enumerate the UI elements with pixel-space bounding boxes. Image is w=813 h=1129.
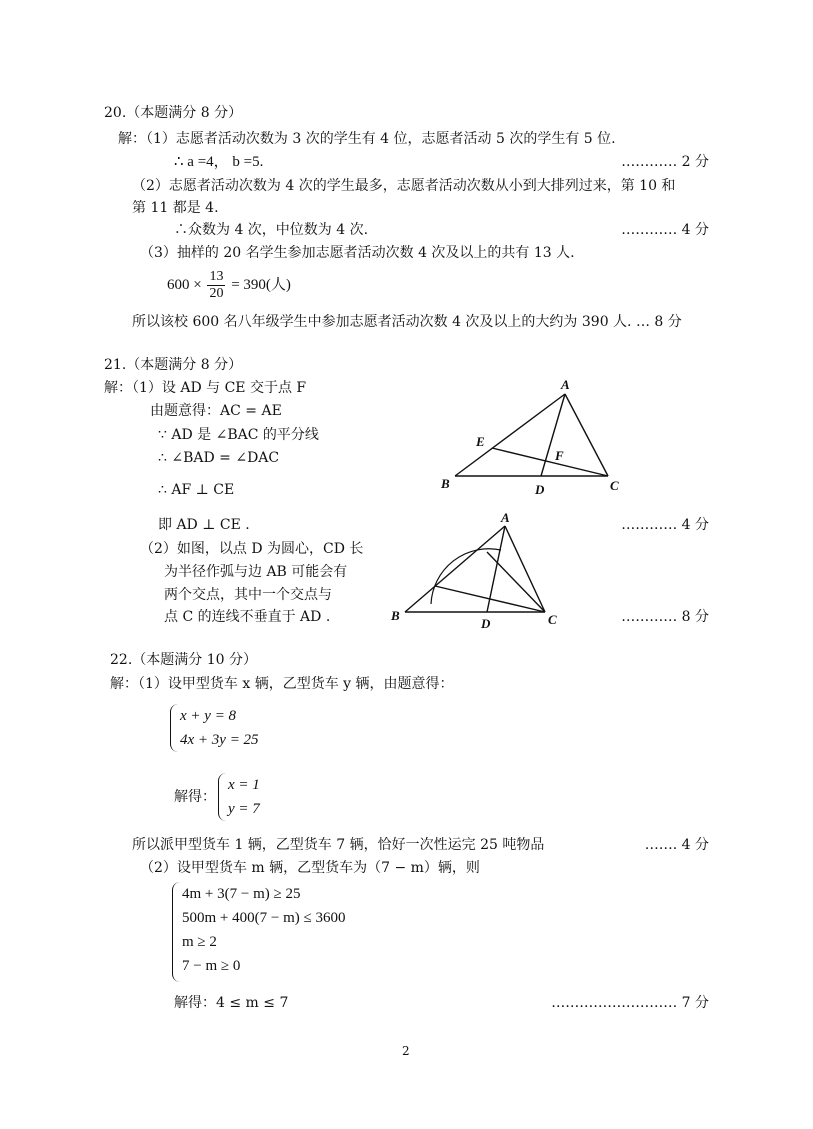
equation-system-1: [180, 704, 259, 752]
segment-BA: [455, 394, 565, 476]
fig1-label-F: F: [555, 448, 564, 463]
q20-line3: （2）志愿者活动次数为 4 次的学生最多，志愿者活动次数从小到大排列过来，第 10 和: [132, 178, 676, 194]
inequality-system: [182, 882, 345, 978]
segment-EC: [492, 448, 608, 476]
q20-line1: 解：（1）志愿者活动次数为 3 次的学生有 4 位，志愿者活动 5 次的学生有 5 位.: [118, 131, 616, 147]
fig1-label-C: C: [610, 478, 619, 493]
segment-AC: [505, 526, 545, 612]
q20-title: 20.（本题满分 8 分）: [104, 105, 243, 121]
q20-line4: 第 11 都是 4.: [132, 200, 219, 216]
q21-line7: （2）如图，以点 D 为圆心，CD 长: [140, 541, 364, 557]
fig1-label-D: D: [535, 482, 545, 497]
system-brace-3: [172, 882, 181, 982]
q21-line5: ∴ AF ⊥ CE: [158, 482, 235, 498]
system-brace-2: [218, 773, 227, 821]
system-brace-1: [170, 704, 179, 752]
segment-AD: [541, 394, 565, 476]
fraction-numerator: 13: [209, 269, 224, 285]
q22-title: 22.（本题满分 10 分）: [110, 652, 257, 668]
q22-points-1: ……. 4 分: [644, 837, 709, 853]
system1-eq1: x + y = 8: [180, 708, 237, 724]
q21-line3: ∵ AD 是 ∠BAC 的平分线: [158, 427, 319, 443]
q21-line10: 点 C 的连线不垂直于 AD .: [164, 609, 331, 625]
q20-points-2: ………… 4 分: [621, 222, 709, 238]
q22-line1: 解：（1）设甲型货车 x 辆，乙型货车 y 辆，由题意得：: [110, 676, 454, 692]
q21-line4: ∴ ∠BAD = ∠DAC: [158, 450, 280, 466]
fig1-label-E: E: [476, 434, 485, 449]
q22-line3: （2）设甲型货车 m 辆，乙型货车为（7 − m）辆，则: [140, 860, 480, 876]
q21-points-1: ………… 4 分: [621, 517, 709, 533]
q20-line6: （3）抽样的 20 名学生参加志愿者活动次数 4 次及以上的共有 13 人.: [140, 245, 575, 261]
fig2-label-A: A: [501, 512, 510, 525]
segment-to-C-1: [435, 586, 545, 612]
q21-line6: 即 AD ⊥ CE .: [158, 517, 250, 533]
equation-fraction: [207, 269, 225, 302]
triangle-figure-1: [435, 372, 635, 502]
q20-line7: 所以该校 600 名八年级学生中参加志愿者活动次数 4 次及以上的大约为 390 人. … 8 分: [132, 314, 682, 330]
equation-left: 600 ×: [167, 277, 202, 293]
q21-line1: 解：（1）设 AD 与 CE 交于点 F: [104, 380, 307, 396]
system2-eq1: x = 1: [228, 777, 260, 793]
q22-solve1-label: 解得：: [174, 789, 216, 805]
q20-points-1: ………… 2 分: [621, 154, 709, 170]
fig1-label-A: A: [561, 377, 570, 392]
q20-line5: ∴众数为 4 次，中位数为 4 次.: [174, 222, 369, 238]
fig2-label-D: D: [481, 616, 491, 631]
system3-ineq2: 500m + 400(7 − m) ≤ 3600: [182, 910, 346, 926]
q21-points-2: ………… 8 分: [621, 609, 709, 625]
system3-ineq4: 7 − m ≥ 0: [182, 958, 241, 974]
system3-ineq3: m ≥ 2: [182, 934, 217, 950]
fig2-label-B: B: [391, 608, 400, 623]
q22-line2: 所以派甲型货车 1 辆，乙型货车 7 辆，恰好一次性运完 25 吨物品: [132, 837, 545, 853]
fig2-label-C: C: [548, 612, 557, 627]
system1-eq2: 4x + 3y = 25: [180, 732, 259, 748]
fraction-denominator: 20: [209, 286, 224, 302]
q20-line2: ∴ a =4， b =5.: [174, 154, 264, 170]
page-number: 2: [402, 1044, 410, 1058]
q21-line2: 由题意得：AC = AE: [150, 403, 282, 419]
q21-title: 21.（本题满分 8 分）: [104, 357, 243, 373]
equation-system-2: [228, 773, 260, 821]
q21-line8: 为半径作弧与边 AB 可能会有: [164, 564, 348, 580]
segment-to-C-2: [487, 552, 545, 612]
q20-equation: [167, 268, 291, 302]
q22-solve2: 解得：4 ≤ m ≤ 7: [174, 995, 289, 1011]
q22-points-2: ……………………… 7 分: [551, 995, 709, 1011]
system2-eq2: y = 7: [228, 801, 260, 817]
triangle-figure-2: [385, 512, 575, 632]
segment-AC: [565, 394, 608, 476]
system3-ineq1: 4m + 3(7 − m) ≥ 25: [182, 886, 301, 902]
q21-line9: 两个交点，其中一个交点与: [164, 587, 332, 603]
equation-right: = 390(人): [231, 277, 291, 293]
fig1-label-B: B: [441, 476, 450, 491]
